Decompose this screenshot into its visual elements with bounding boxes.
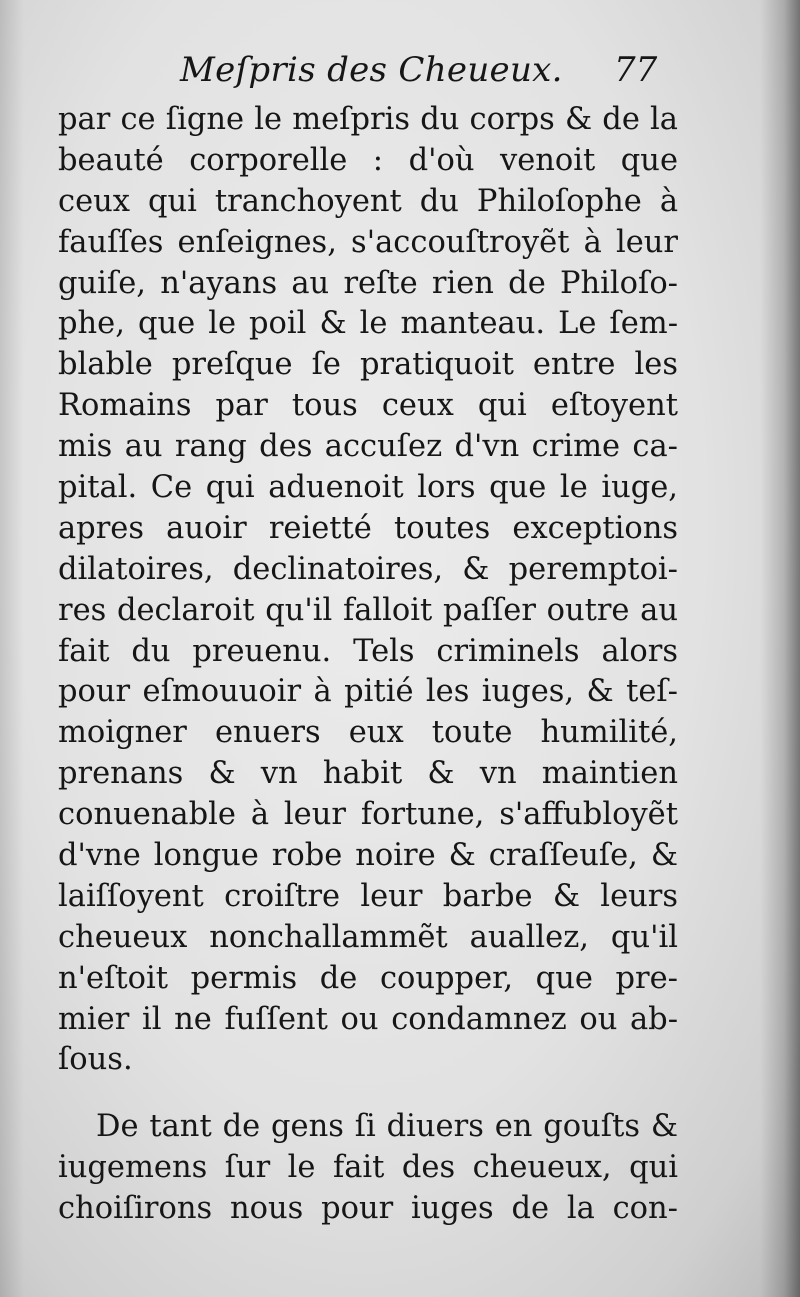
text-line: pour eſmouuoir à pitié les iuges, & teſ- [58,674,678,710]
text-line: moigner enuers eux toute humilité, [58,715,678,751]
text-line: choiſirons nous pour iuges de la con- [58,1191,678,1227]
text-line: par ce ſigne le meſpris du corps & de la [58,102,678,137]
text-line: ceux qui tranchoyent du Philoſophe à [58,183,678,219]
page-edge-shadow [760,0,800,1297]
paragraph-2 [58,1107,678,1230]
text-line: ſous. [58,1042,133,1078]
running-title: Meſpris des Cheueux. [180,50,563,90]
text-line: blable preſque ſe pratiquoit entre les [58,347,678,383]
text-line: mier il ne fuſſent ou condamnez ou ab- [58,1001,678,1037]
text-line: conuenable à leur fortune, s'affubloyẽt [58,797,678,833]
paragraph-1 [58,100,678,1081]
text-line: dilatoires, declinatoires, & peremptoi- [58,551,678,587]
text-line: d'vne longue robe noire & craſſeuſe, & [58,838,678,874]
text-line: phe, que le poil & le manteau. Le ſem- [58,306,678,342]
text-line: cheueux nonchallammẽt auallez, qu'il [58,919,678,955]
text-line: mis au rang des accuſez d'vn crime ca- [58,429,678,465]
text-line: pital. Ce qui aduenoit lors que le iuge, [58,470,678,506]
text-line: guiſe, n'ayans au reſte rien de Philoſo- [58,265,678,301]
text-line: beauté corporelle : d'où venoit que [58,142,678,178]
text-line: res declaroit qu'il falloit paſſer outre au [58,592,678,628]
running-head [180,44,670,100]
text-line: n'eſtoit permis de coupper, que pre- [58,960,678,996]
text-line: apres auoir reietté toutes exceptions [58,510,678,546]
body-text [58,100,678,1230]
text-line: fauſſes enſeignes, s'accouſtroyẽt à leur [58,224,678,260]
text-line: Romains par tous ceux qui eſtoyent [58,388,678,424]
page-gutter-shadow [0,0,24,1297]
paragraph-gap [58,1081,678,1107]
text-line: fait du preuenu. Tels criminels alors [58,633,678,669]
text-line: prenans & vn habit & vn maintien [58,756,678,792]
text-line: De tant de gens ſi diuers en gouſts & [96,1109,678,1145]
text-line: iugemens ſur le fait des cheueux, qui [58,1150,678,1186]
text-line: laiſſoyent croiſtre leur barbe & leurs [58,878,678,914]
page-number: 77 [614,50,658,90]
